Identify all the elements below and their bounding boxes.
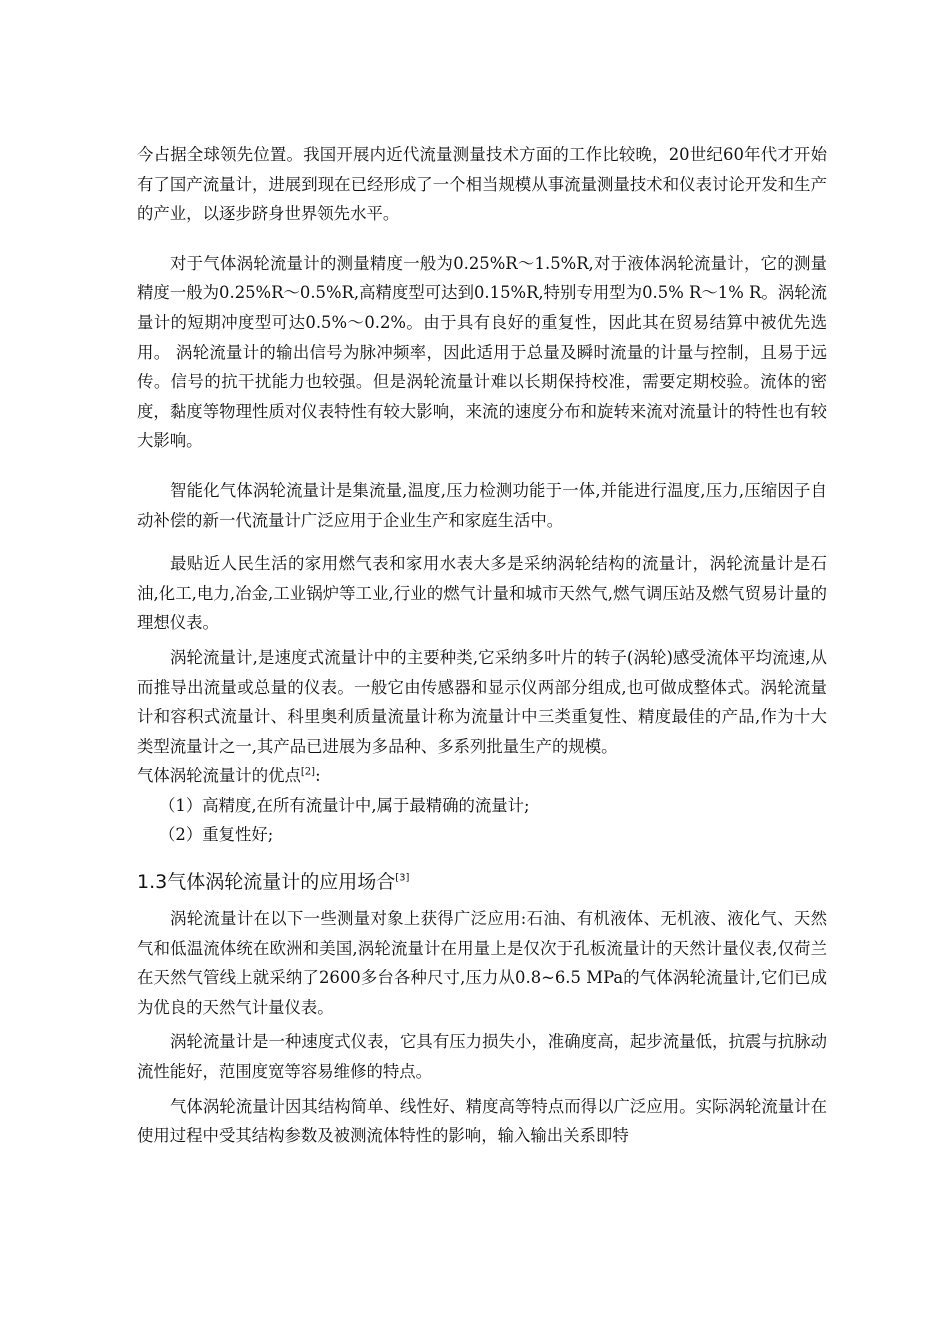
list-item: （1）高精度,在所有流量计中,属于最精确的流量计; [159, 795, 530, 815]
paragraph-features: 涡轮流量计是一种速度式仪表，它具有压力损失小，准确度高，起步流量低，抗震与抗脉动流性能好，范围度宽等容易维修的特点。 [137, 1032, 827, 1082]
citation-ref: [3] [395, 872, 410, 884]
paragraph-intelligent-meter: 智能化气体涡轮流量计是集流量,温度,压力检测功能于一体,并能进行温度,压力,压缩因子自动补偿的新一代流量计广泛应用于企业生产和家庭生活中。 [137, 480, 827, 530]
citation-ref: [2] [300, 766, 316, 778]
document-page [137, 140, 827, 1151]
advantages-text: 气体涡轮流量计的优点 [137, 766, 301, 786]
paragraph-advantages [137, 761, 827, 791]
paragraph-accuracy: 对于气体涡轮流量计的测量精度一般为0.25%R～1.5%R,对于液体涡轮流量计，它的测量精度一般为0.25%R～0.5%R,高精度型可达到0.15%R,特别专用型为0.5% R～1% R。涡轮流量计的短期冲度型可达0.5%～0.2%。由于具有良好的重复性，因此其在贸易结算中被优先选用。 涡轮流量计的输出信号为脉冲频率，因此适用于总量及瞬时流量的计量与控制，且易于远传。信号的抗干扰能力也较强。但是涡轮流量计难以长期保持校准，需要定期校验。流体的密度，黏度等物理性质对仪表特性有较大影响，来流的速度分布和旋转来流对流量计的特性也有较大影响。 [137, 253, 827, 451]
list-item: （2）重复性好; [159, 825, 274, 845]
section-heading [137, 868, 827, 896]
paragraph-applications: 涡轮流量计在以下一些测量对象上获得广泛应用:石油、有机液体、无机液、液化气、天然气和低温流体统在欧洲和美国,涡轮流量计在用量上是仅次于孔板流量计的天然计量仪表,仅荷兰在天然气管线上就采纳了2600多台各种尺寸,压力从0.8~6.5 MPa的气体涡轮流量计,它们已成为优良的天然气计量仪表。 [137, 909, 827, 1017]
paragraph-household-meter: 最贴近人民生活的家用燃气表和家用水表大多是采纳涡轮结构的流量计，涡轮流量计是石油,化工,电力,冶金,工业锅炉等工业,行业的燃气计量和城市天然气,燃气调压站及燃气贸易计量的理想仪表。 [137, 554, 827, 633]
advantages-colon: : [315, 766, 321, 786]
paragraph-structure: 气体涡轮流量计因其结构简单、线性好、精度高等特点而得以广泛应用。实际涡轮流量计在使用过程中受其结构参数及被测流体特性的影响，输入输出关系即特 [137, 1096, 827, 1146]
paragraph-turbine-definition: 涡轮流量计,是速度式流量计中的主要种类,它采纳多叶片的转子(涡轮)感受流体平均流速,从而推导出流量或总量的仪表。一般它由传感器和显示仪两部分组成,也可做成整体式。涡轮流量计和容积式流量计、科里奥利质量流量计称为流量计中三类重复性、精度最佳的产品,作为十大类型流量计之一,其产品已进展为多品种、多系列批量生产的规模。 [137, 647, 827, 756]
section-heading-text: 1.3气体涡轮流量计的应用场合 [137, 871, 396, 894]
paragraph-intro: 今占据全球领先位置。我国开展内近代流量测量技术方面的工作比较晚，20世纪60年代才开始有了国产流量计，进展到现在已经形成了一个相当规模从事流量测量技术和仪表讨论开发和生产的产业，以逐步跻身世界领先水平。 [137, 145, 827, 224]
